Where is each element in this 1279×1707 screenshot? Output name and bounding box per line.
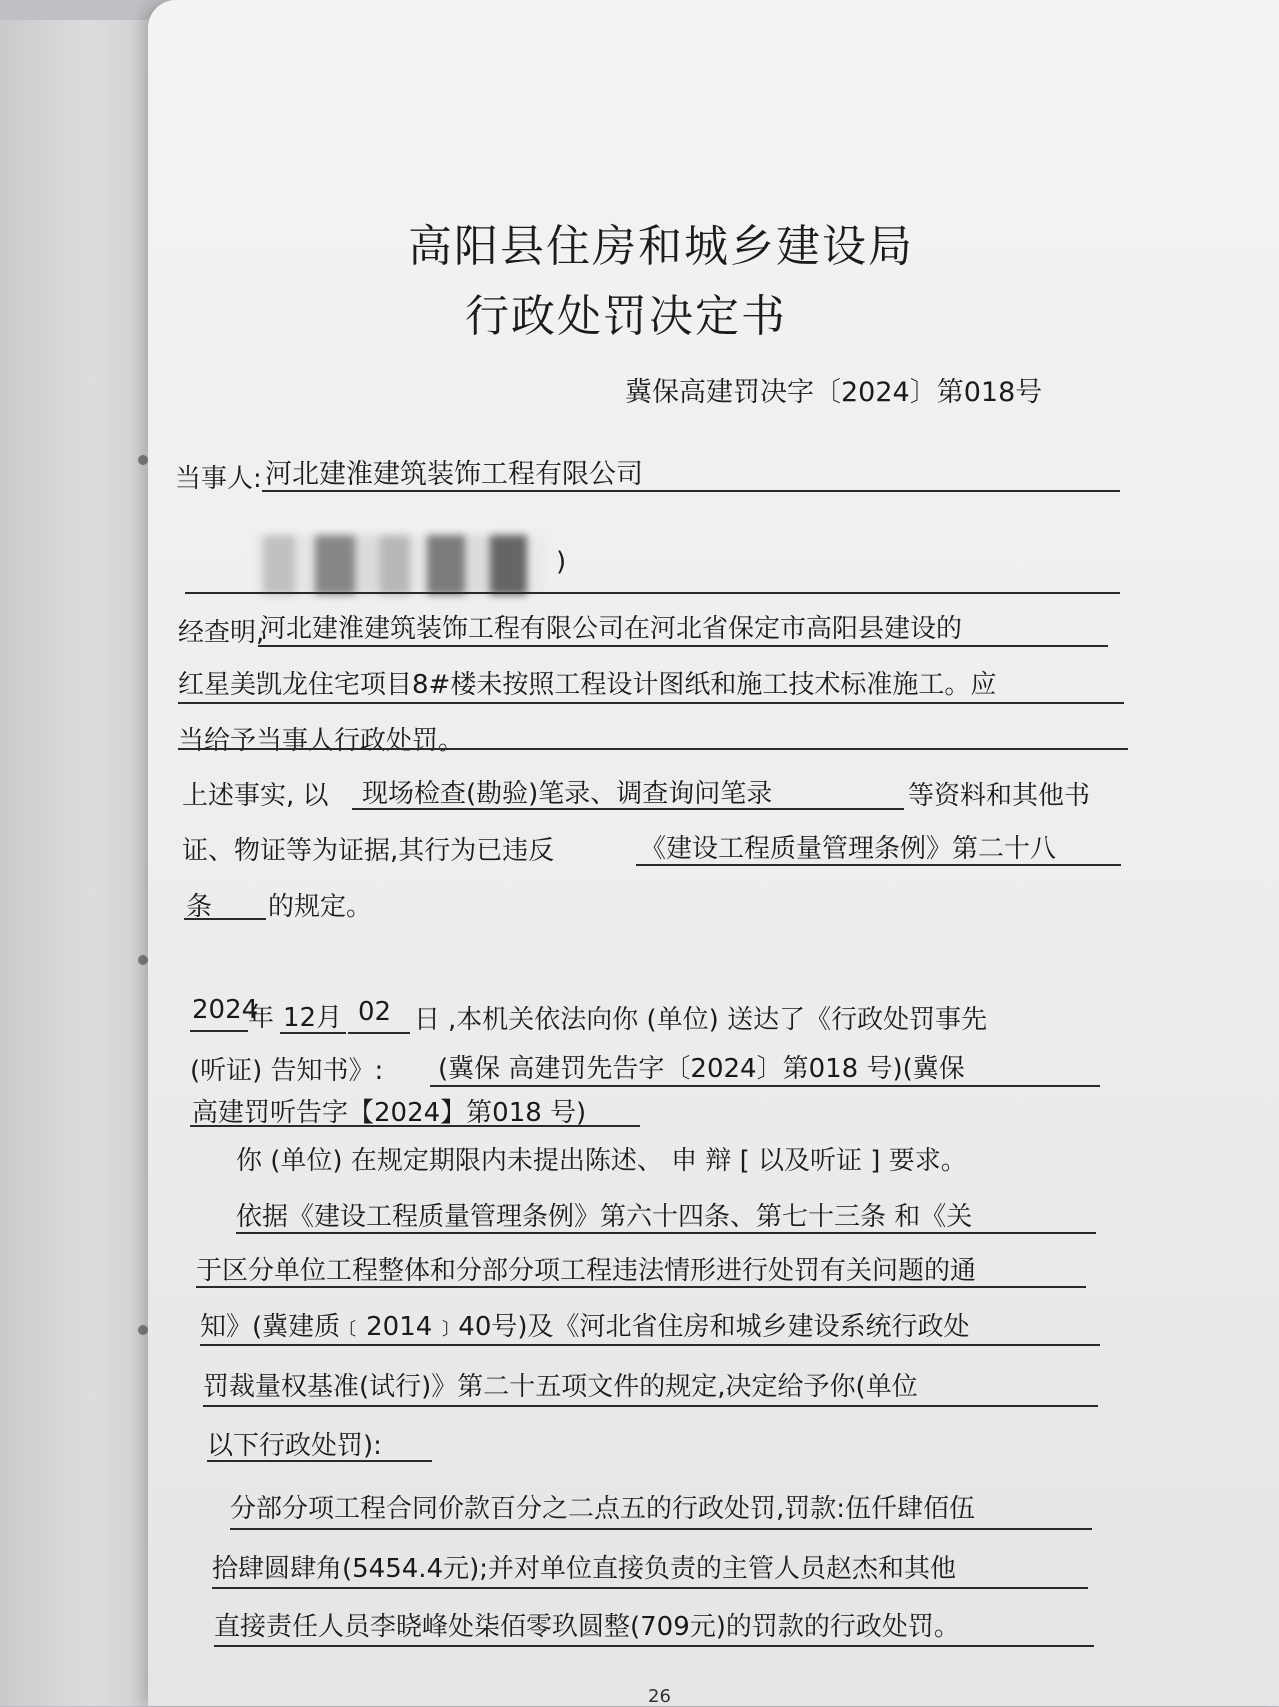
basis-line3: 知》(冀建质﹝2014﹞40号)及《河北省住房和城乡建设系统行政处 xyxy=(200,1312,970,1342)
findings-line1: 河北建淮建筑装饰工程有限公司在河北省保定市高阳县建设的 xyxy=(260,614,963,644)
notice-line1-suffix: ,本机关依法向你 (单位) 送达了《行政处罚事先 xyxy=(448,1005,988,1035)
basis-line1: 依据《建设工程质量管理条例》第六十四条、第七十三条 和《关 xyxy=(236,1202,973,1232)
penalty-line3: 直接责任人员李晓峰处柒佰零玖圆整(709元)的罚款的行政处罚。 xyxy=(214,1612,960,1642)
basis-underline-4 xyxy=(203,1405,1098,1407)
findings-underline-2 xyxy=(178,702,1124,704)
facts-evidence-underline xyxy=(352,808,904,810)
basis-underline-5 xyxy=(207,1460,432,1462)
notice-line2-fill: (冀保 高建罚先告字〔2024〕第018 号)(冀保 xyxy=(438,1054,965,1084)
basis-line4: 罚裁量权基准(试行)》第二十五项文件的规定,决定给予你(单位 xyxy=(203,1372,918,1402)
facts-line3-suffix: 的规定。 xyxy=(268,892,373,922)
document-title-line2: 行政处罚决定书 xyxy=(465,291,787,342)
notice-year-underline xyxy=(190,1030,248,1032)
notice-line3-fill: 高建罚听告字【2024】第018 号) xyxy=(192,1098,587,1128)
party-underline xyxy=(262,490,1120,492)
document-title-line1: 高阳县住房和城乡建设局 xyxy=(408,221,914,272)
facts-suffix: 等资料和其他书 xyxy=(908,781,1091,811)
facts-evidence: 现场检查(勘验)笔录、调查询问笔录 xyxy=(362,779,773,809)
notice-year-unit: 年 xyxy=(248,1003,275,1033)
notice-day-unit: 日 xyxy=(414,1005,441,1035)
notice-month: 12月 xyxy=(283,1003,343,1033)
basis-underline-2 xyxy=(196,1286,1086,1288)
notice-year: 2024 xyxy=(192,995,259,1025)
findings-line2: 红星美凯龙住宅项目8#楼未按照工程设计图纸和施工技术标准施工。应 xyxy=(178,670,997,700)
no-statement: 你 (单位) 在规定期限内未提出陈述、 申 辩 [ 以及听证 ] 要求。 xyxy=(236,1146,967,1176)
party-label: 当事人: xyxy=(175,464,262,494)
penalty-underline-3 xyxy=(214,1645,1094,1647)
facts-line3-fill: 条 xyxy=(186,892,213,922)
facts-prefix: 上述事实, 以 xyxy=(182,781,329,811)
page-number: 26 xyxy=(648,1686,671,1707)
left-page xyxy=(0,20,150,1706)
findings-underline-3 xyxy=(178,748,1128,750)
basis-underline-1 xyxy=(236,1232,1096,1234)
findings-underline-1 xyxy=(258,645,1108,647)
penalty-line2: 拾肆圆肆角(5454.4元);并对单位直接负责的主管人员赵杰和其他 xyxy=(212,1554,957,1584)
facts-article-underline xyxy=(184,918,266,920)
facts-line2-prefix: 证、物证等为证据,其行为已违反 xyxy=(182,836,555,866)
notice-day-underline xyxy=(348,1032,410,1034)
notice-line3-underline xyxy=(190,1125,640,1127)
redacted-info xyxy=(255,535,545,595)
redacted-tail: ) xyxy=(556,547,567,577)
basis-line2: 于区分单位工程整体和分部分项工程违法情形进行处罚有关问题的通 xyxy=(196,1256,977,1286)
basis-underline-3 xyxy=(200,1344,1100,1346)
findings-line3: 当给予当事人行政处罚。 xyxy=(178,726,465,756)
notice-line2-underline xyxy=(430,1085,1100,1087)
penalty-line1: 分部分项工程合同价款百分之二点五的行政处罚,罚款:伍仟肆佰伍 xyxy=(230,1494,976,1524)
document-number: 冀保高建罚决字〔2024〕第018号 xyxy=(625,377,1043,408)
facts-law-underline xyxy=(636,864,1121,866)
notice-line2-prefix: (听证) 告知书》: xyxy=(190,1056,384,1086)
redacted-underline xyxy=(185,592,1120,594)
findings-label: 经查明, xyxy=(178,618,265,648)
notice-month-underline xyxy=(280,1032,346,1034)
basis-line5: 以下行政处罚): xyxy=(207,1431,382,1461)
penalty-underline-1 xyxy=(230,1528,1092,1530)
notice-day: 02 xyxy=(358,997,392,1027)
facts-law: 《建设工程质量管理条例》第二十八 xyxy=(640,834,1057,864)
penalty-underline-2 xyxy=(212,1587,1088,1589)
party-name: 河北建淮建筑装饰工程有限公司 xyxy=(265,459,643,490)
